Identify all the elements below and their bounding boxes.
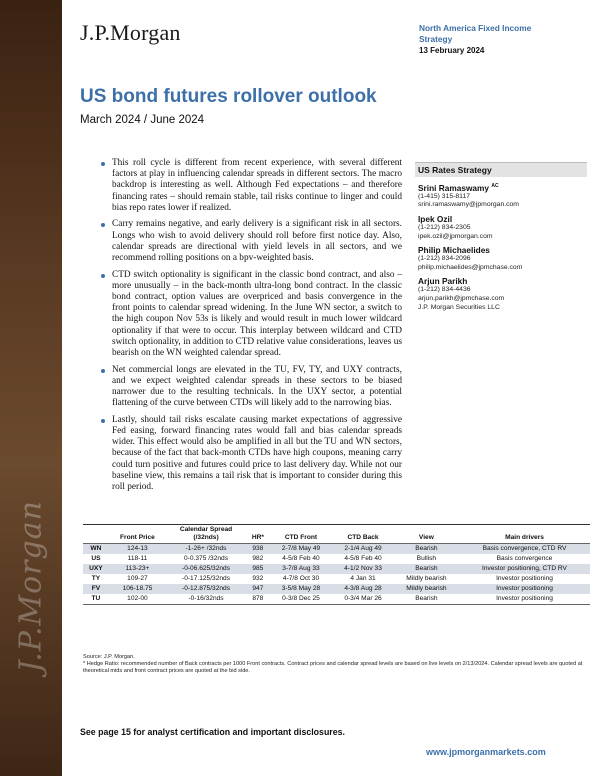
table-cell: 4-5/8 Feb 40 bbox=[344, 555, 382, 563]
analyst-firm: J.P. Morgan Securities LLC bbox=[418, 303, 500, 311]
analyst-name-row bbox=[418, 181, 587, 193]
table-cell: -0-17.125/32nds bbox=[182, 575, 231, 583]
table-cell: 985 bbox=[246, 564, 270, 574]
table-cell: 0-0.375 /32nds bbox=[184, 555, 229, 563]
table-header-row bbox=[83, 525, 590, 544]
analyst-entry bbox=[415, 214, 587, 241]
table-cell: Bearish bbox=[394, 544, 459, 554]
analyst-email[interactable]: ipek.ozil@jpmorgan.com bbox=[418, 232, 493, 240]
table-cell: -0-12.875/32nds bbox=[166, 584, 246, 594]
report-header-info bbox=[419, 23, 589, 55]
analyst-email[interactable]: srini.ramaswamy@jpmorgan.com bbox=[418, 201, 519, 209]
sidebar-watermark-text: J.P.Morgan bbox=[13, 500, 49, 673]
table-cell: 4-3/8 Aug 28 bbox=[332, 584, 394, 594]
table-cell: WN bbox=[83, 544, 109, 554]
table-cell: 4-7/8 Oct 30 bbox=[282, 575, 320, 583]
table-row bbox=[83, 584, 590, 594]
table-cell: 932 bbox=[252, 575, 264, 583]
table-row bbox=[83, 594, 590, 604]
table-cell: Investor positioning bbox=[459, 594, 590, 604]
table-row bbox=[83, 554, 590, 564]
analyst-phone: (1-212) 834-2305 bbox=[418, 223, 471, 231]
bullet-item: This roll cycle is different from recent experience, with several different factors at play in influencing calendar spreads in different sectors. The macro backdrop is interesting as well. Although Fed expectations – and therefore financing rates – should remain stable, tail risks continue to linger and could bias repo rates lower if realized. bbox=[112, 158, 402, 213]
page-title: US bond futures rollover outlook bbox=[80, 86, 377, 107]
table-cell: Bullish bbox=[416, 555, 437, 563]
table-cell: TU bbox=[83, 594, 109, 604]
column-header: Main drivers bbox=[459, 525, 590, 544]
table-cell: 118-11 bbox=[127, 555, 148, 563]
table-cell: Bearish bbox=[394, 594, 459, 604]
column-header: Front Price bbox=[109, 525, 166, 544]
table-cell: Mildly bearish bbox=[394, 584, 459, 594]
website-link[interactable]: www.jpmorganmarkets.com bbox=[426, 747, 546, 757]
table-footnote: * Hedge Ratio: recommended number of Back contracts per 1000 Front contracts. Contract prices and calendar spread levels are based on live levels on 2/13/2024. Calendar spread levels are quoted at theoretical mids and front contract prices are quoted at the bid side. bbox=[83, 661, 583, 675]
column-header: View bbox=[394, 525, 459, 544]
table-cell: FV bbox=[83, 584, 109, 594]
analyst-name: Ipek Ozil bbox=[418, 213, 453, 224]
analyst-entry bbox=[415, 245, 587, 272]
analyst-phone: (1-212) 834-4436 bbox=[418, 286, 471, 294]
summary-bullet-list bbox=[112, 158, 402, 499]
bullet-item: Net commercial longs are elevated in the TU, FV, TY, and UXY contracts, and we expect weighted calendar spreads in these sectors to be biased narrower due to the resulting technicals. In the UXY sector, a potential flattening of the curve between CTDs will likely add to the narrowing bias. bbox=[112, 364, 402, 409]
table-cell: 0-3/8 Dec 25 bbox=[270, 594, 333, 604]
table-cell: Investor positioning bbox=[496, 575, 553, 583]
analyst-email[interactable]: philip.michaelides@jpmchase.com bbox=[418, 263, 523, 271]
bullet-item: Lastly, should tail risks escalate causing market expectations of aggressive Fed easing, forward financing rates would fall and bias calendar spreads wider. This effect would also be amplified in all but the TU and WN sectors, because of the fact that back-month CTDs have high coupons, meaning carry could turn positive and futures could price to last delivery day. While not our baseline view, this remains a tail risk that is important to consider during this roll period. bbox=[112, 414, 402, 493]
analyst-name: Arjun Parikh bbox=[418, 276, 468, 287]
report-date: 13 February 2024 bbox=[419, 46, 485, 55]
rollover-summary-table-container bbox=[83, 524, 590, 605]
table-cell: Investor positioning, CTD RV bbox=[459, 564, 590, 574]
table-cell: 4 Jan 31 bbox=[350, 575, 376, 583]
column-header bbox=[83, 525, 109, 544]
table-cell: Basis convergence, CTD RV bbox=[459, 544, 590, 554]
division-name-line1: North America Fixed Income bbox=[419, 23, 532, 33]
table-cell: 102-00 bbox=[109, 594, 166, 604]
page-subtitle: March 2024 / June 2024 bbox=[80, 114, 205, 126]
table-cell: 938 bbox=[246, 544, 270, 554]
analyst-name: Philip Michaelides bbox=[418, 245, 490, 256]
disclosure-notice: See page 15 for analyst certification and important disclosures. bbox=[80, 727, 345, 737]
analyst-certification-mark: AC bbox=[491, 183, 499, 189]
table-row bbox=[83, 574, 590, 584]
table-cell: 124-13 bbox=[109, 544, 166, 554]
analyst-phone: (1-212) 834-2096 bbox=[418, 255, 471, 263]
table-cell: -0-16/32nds bbox=[166, 594, 246, 604]
column-header: Calendar Spread (/32nds) bbox=[166, 525, 246, 544]
division-name-line2: Strategy bbox=[419, 33, 453, 44]
table-cell: 0-3/4 Mar 26 bbox=[332, 594, 394, 604]
table-cell: Mildly bearish bbox=[406, 575, 447, 583]
table-cell: 106-18.75 bbox=[109, 584, 166, 594]
table-cell: UXY bbox=[83, 564, 109, 574]
column-header: CTD Front bbox=[270, 525, 333, 544]
decorative-sidebar bbox=[0, 0, 62, 776]
table-cell: -0-06.625/32nds bbox=[166, 564, 246, 574]
table-row bbox=[83, 564, 590, 574]
column-header: CTD Back bbox=[332, 525, 394, 544]
table-cell: 2-1/4 Aug 49 bbox=[332, 544, 394, 554]
table-cell: 878 bbox=[246, 594, 270, 604]
analyst-entry bbox=[415, 181, 587, 210]
analyst-panel-heading: US Rates Strategy bbox=[415, 162, 587, 177]
table-cell: Basis convergence bbox=[496, 555, 553, 563]
analyst-phone: (1-415) 315-8117 bbox=[418, 192, 471, 200]
sidebar-watermark-logo bbox=[6, 480, 56, 700]
table-cell: Investor positioning bbox=[459, 584, 590, 594]
table-cell: 2-7/8 May 49 bbox=[270, 544, 333, 554]
table-cell: TY bbox=[91, 575, 101, 583]
column-header: HR* bbox=[246, 525, 270, 544]
table-cell: 4-1/2 Nov 33 bbox=[332, 564, 394, 574]
analyst-entry bbox=[415, 276, 587, 312]
table-cell: 113-23+ bbox=[109, 564, 166, 574]
table-cell: 4-5/8 Feb 40 bbox=[282, 555, 320, 563]
analyst-panel bbox=[415, 162, 587, 312]
table-cell: 3-5/8 May 28 bbox=[270, 584, 333, 594]
analyst-name: Srini Ramaswamy bbox=[418, 182, 490, 193]
rollover-summary-table bbox=[83, 524, 590, 605]
table-cell: US bbox=[91, 555, 101, 563]
bullet-item: CTD switch optionality is significant in the classic bond contract, and also – more unusually – in the back-month ultra-long bond contract. In the classic bond contract, option values are overpriced and basis convergence in the front points to calendar spread widening. In the June WN sector, a switch to the high coupon Nov 53s is likely and would result in much lower wildcard optionality if that were to occur. This interplay between wildcard and CTD switch optionality, in addition to CTD relative value considerations, leaves us bearish on the WN weighted calendar spread. bbox=[112, 269, 402, 359]
table-cell: 947 bbox=[246, 584, 270, 594]
table-cell: 109-27 bbox=[127, 575, 148, 583]
jpmorgan-logo: J.P.Morgan bbox=[80, 20, 181, 45]
table-source-note: Source: J.P. Morgan. bbox=[83, 654, 135, 660]
table-row bbox=[83, 544, 590, 554]
table-cell: -1-26+ /32nds bbox=[166, 544, 246, 554]
table-cell: 982 bbox=[252, 555, 264, 563]
analyst-email[interactable]: arjun.parikh@jpmchase.com bbox=[418, 294, 505, 302]
bullet-item: Carry remains negative, and early delivery is a significant risk in all sectors. Longs who wish to avoid delivery should roll before first notice day. Also, calendar spreads are directional with yield levels in all sectors, and we recommend rolling positions on a bpv-weighted basis. bbox=[112, 219, 402, 264]
table-cell: Bearish bbox=[394, 564, 459, 574]
table-cell: 3-7/8 Aug 33 bbox=[270, 564, 333, 574]
